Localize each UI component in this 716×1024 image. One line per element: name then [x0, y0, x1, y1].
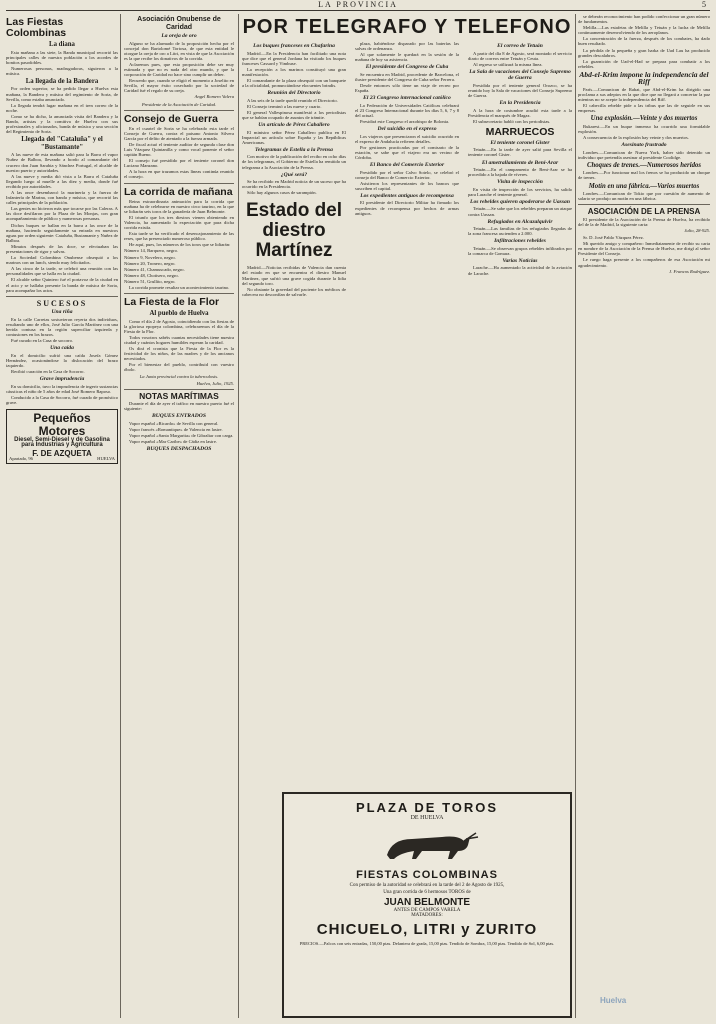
paragraph: Londres.—Comunican de Tokio que por cuestión de aumento de salario se produjo un motín en una fábrica. — [578, 191, 710, 202]
ad-company: F. DE AZQUETA — [32, 449, 92, 459]
headline-motin: Motín en una fábrica.—Varios muertos — [588, 182, 700, 190]
paragraph: Presidido por el señor Calvo Sotelo, se celebró el consejo del Banco de Comercio Exterior. — [355, 169, 459, 180]
ad-line3: ANTES DE CAMPOS VARELA — [393, 908, 461, 913]
paragraph: A consecuencia de la explosión hay veinte y dos muertos. — [583, 135, 689, 141]
subhead: El teniente coronel Gister — [490, 139, 550, 146]
subhead: Visita de inspección — [497, 179, 543, 186]
paragraph: Vapor español «Mar Caribe» de Cádiz en lastre. — [129, 439, 218, 445]
paragraph: La guarnición de Uad-el-Had se prepara para combatir a los rebeldes. — [578, 58, 710, 69]
subhead: El 23 Congreso internacional católico — [363, 95, 451, 102]
paragraph: Por orden superior, se ha pedido llegar a Huelva esta mañana, la Bandera y música del regimiento de Soria, de Sevilla, como estaba anunciado. — [6, 86, 118, 102]
subhead: El ametrallamiento de Beni-Arar — [481, 159, 559, 166]
paragraph: El presidente del Directorio Militar ha firmado los expedientes de recompensa por hechos de armas antiguos. — [355, 200, 459, 216]
subhead: Varias Noticias — [502, 257, 538, 264]
paragraph: Recibió curación en la Casa de Socorro. — [11, 369, 85, 374]
paragraph: Bukarest.—En un buque inmenso ha ocurrido una formidable explosión. — [578, 123, 710, 134]
paragraph: Tetuán.—En el campamento de Beni-Arar se ha procedido a la bajada de víveres. — [468, 167, 572, 178]
paragraph: Presidida por el teniente general Orozco, se ha reunido hoy la Sala de vacaciones del Consejo Supremo de Guerra. — [468, 82, 572, 98]
bullfight-advertisement — [282, 792, 572, 1018]
paragraph: El comandante de la plaza obsequió con un banquete a la oficialidad, pronunciándose elocuentes brindis. — [242, 77, 346, 89]
subhead: Los expedientes antiguos de recompensa — [360, 192, 454, 199]
headline-trenes: Choques de trenes.—Numerosos heridos — [586, 161, 702, 169]
paragraph: Mi querido amigo y compañero: Inmediatamente de recibir su carta en nombre de la Asociación de la Prensa de Huelva, me dirigí al señor Presidente del Consejo. — [578, 241, 710, 257]
subhead: Del suicidio en el expreso — [377, 126, 437, 133]
subhead: Refugiados en Alcazalquivir — [487, 218, 553, 225]
paragraph: No obstante la gravedad del paciente los médicos de cabecera no desconfían de salvarle. — [242, 286, 346, 297]
paragraph: El alcalde señor Quintero fué el portavoz de la ciudad en el acto y se hallaba presente la banda de música de Soria, para acompañar los actos. — [6, 277, 118, 293]
paragraph: Londres.—Por funcionar mal los frenos se ha producido un choque de trenes. — [578, 170, 710, 181]
subhead-sucesos: SUCESOS — [36, 298, 88, 308]
paragraph: La Sociedad Colombina Onubense obsequió a los marinos con un lunch, siendo muy felicitados. — [6, 255, 118, 266]
paragraph: Dichos buques se hallan en la barra a las once de la mañana, haciendo seguidamente su entrada en nuestros aguas por orden siguiente: Cataluña, Bustamante y Nuñez de Balboa. — [6, 222, 118, 243]
column-2 — [124, 14, 234, 1020]
paragraph: Vapor francés «Romantique» de Valencia en lastre. — [129, 426, 223, 432]
telegraph-columns — [242, 41, 572, 761]
ad-precios: PRECIOS.—Palcos con seis entradas, 150,00 ptas. Delantera de grada, 15,00 ptas. Tendido de Sombra, 15,00 ptas. Tendido de Sol, 6,00 ptas. — [299, 941, 555, 946]
paragraph: Se ha recibido en Madrid noticia de un suceso que ha ocurrido en la Presidencia. — [242, 179, 346, 190]
headline-estado: Estado del diestro Martínez — [245, 200, 343, 262]
paragraph: Por el bienestar del pueblo, contribuid con vuestro óbolo. — [124, 362, 234, 373]
signature: J. Francos Rodríguez. — [669, 268, 710, 274]
paragraph: Con motivo de la publicación del recibo en ocho días de los telegramas, el Gobierno de Estella ha remitido un telegrama a la Asociación de la Prensa. — [242, 154, 346, 170]
headline-explosion: Una explosión.—Veinte y dos muertos — [590, 115, 698, 123]
paragraph: Como se ha dicho, la anunciada visita del Bandera y la Banda, artistas y la comitiva de Huelva con sus profesionales y aficionados, banda de música y una sección del Regimiento de Soria. — [6, 113, 118, 135]
paragraph: Por gestiones practicadas por el comisario de la estación, se sabe que el viajero era un vecino de Córdoba. — [355, 144, 459, 160]
paragraph: La pérdida de la pequeña y gran harka de Uad Lau ha producido grandes descalabros. — [578, 47, 710, 58]
bull-icon — [372, 825, 482, 865]
paragraph: París.—Comunican de Rabat, que Abd-el-Krim ha dirigido una proclama a sus adeptos en la que dice que no llegará a concertar la paz mientras no se acepte la independencia del Riff. — [578, 86, 710, 103]
paragraph: Alguno se ha alarmado de la proposición hecha por el concejal don Bartolomé Tortosa, de que esta entidad le otorgue la oreja de oro a Litri, en vista de que la Asociación es la que recibe los donativos de la corrida. — [124, 40, 234, 61]
paragraph: El presidente de la Asociación de la Prensa de Huelva, ha recibido del de la de Madrid, la siguiente carta: — [578, 216, 710, 227]
signature-title: Presidente de la Asociación de Caridad. — [141, 101, 217, 107]
subhead-imprudencia: Grave imprudencia — [39, 376, 85, 383]
dateline: Huelva, Julio, 1925. — [196, 380, 234, 386]
signature: Angel Romero Valera — [194, 94, 234, 100]
sub-column-1 — [242, 41, 346, 761]
subhead: El presidente del Congreso de Cuba — [365, 64, 449, 71]
sub-column-2 — [355, 41, 459, 761]
sub-column-3 — [468, 41, 572, 761]
paragraph: Sr. D. José Pablo Vázquez Pérez. — [583, 235, 644, 241]
headline-consejo: Consejo de Guerra — [124, 112, 218, 125]
subhead: La Sala de vacaciones del Consejo Supremo de Guerra — [469, 68, 571, 82]
headline-telegrafo: POR TELEGRAFO Y TELEFONO — [242, 16, 572, 38]
masthead-title: LA PROVINCIA — [318, 0, 398, 9]
paragraph: En la calle Carretas sostuvieron reyerta dos individuos, resultando uno de ellos, José Julio García Martínez con una herida contusa en la región superciliar izquierda y contusiones en los brazos. — [6, 316, 118, 338]
paragraph: Esta tarde se ha verificado el desencajonamiento de las reses, que ha presenciado numeroso público. — [124, 231, 234, 242]
paragraph: Vapor español «Santa Margarita» de Gibraltar con carga. — [129, 433, 234, 439]
paragraph: A partir del día 8 de Agosto, será montado el servicio diario de correos entre Tetuán y Ceuta. — [468, 50, 572, 61]
paragraph: A las seis de la tarde quedó reunido el Directorio. — [247, 97, 338, 103]
subhead-pueblo: Al pueblo de Huelva — [149, 310, 209, 318]
paragraph: El consejo fué presidido por el teniente coronel don Luciano Manzano. — [124, 158, 234, 169]
subhead: Un artículo de Pérez Caballero — [258, 122, 330, 129]
subhead-bandera: La llegada de la Bandera — [25, 77, 99, 85]
paragraph: En su domicilio, tuvo la imprudencia de ingerir sustancias cáusticas el niño de 5 años de edad José Romero Raposo. — [6, 383, 118, 394]
ad-matadores: MATADORES: — [411, 913, 443, 918]
divider — [124, 293, 234, 294]
paragraph: A las nueve de esta mañana salió para la Barra el vapor Nuñez de Balboa, llevando a bordo al comandante del crucero don Juan Sarabia y Sánchez Portugal, el alcalde de nuestro puerto y autoridades. — [6, 152, 118, 173]
paragraph: La recepción a los marinos constituyó una gran manifestación. — [242, 66, 346, 77]
headline-abd-el-krim: Abd-el-Krim impone la independencia del Riff — [579, 69, 709, 87]
subhead-cataluna: Llegada del "Cataluña" y el "Bustamante" — [21, 136, 103, 151]
ad-fiestas: FIESTAS COLOMBINAS — [356, 869, 498, 881]
column-1 — [6, 14, 118, 1020]
paragraph: A la hora de costumbre acudió esta tarde a la Presidencia el marqués de Magaz. — [468, 107, 572, 118]
paragraph: Las gentes no hicieron más que tocarse por las Caleras. A las doce desfilaron por la Plaza de las Monjas, con gran acompañamiento de público y numerosas personas. — [6, 206, 118, 222]
list-item: Número 9, Novelero, negro. — [124, 254, 176, 260]
headline-notas: NOTAS MARÍTIMAS — [139, 390, 219, 401]
list-item: Número 51, Grullito, negro. — [124, 278, 176, 284]
paragraph: Conducido a la Casa de Socorro, fué curado de pronóstico grave. — [6, 394, 118, 405]
subhead: El correo de Tetuán — [497, 43, 543, 49]
paragraph: Tetuán.—Se observan grupos rebeldes infiltrados por la comarca de Gomara. — [468, 245, 572, 256]
bull-list — [124, 248, 234, 284]
list-item: Número 14, Barquero, negro. — [124, 248, 179, 254]
paragraph: La Federación de Universidades Católicas celebrará el 23 Congreso Internacional durante los días 5, 6, 7 y 8 del actual. — [355, 102, 459, 118]
ad-city: HUELVA — [97, 456, 115, 462]
ad-de-huelva: DE HUELVA — [410, 815, 444, 821]
subhead: Infiltraciones rebeldes — [494, 238, 546, 245]
paragraph: El ministro señor Pérez Caballero publica en El Imparcial un artículo sobre España y las Repúblicas Americanas. — [242, 129, 346, 145]
paragraph: Os dirá el cronista que la Fiesta de la Flor es la festividad de los niños, de las madres y de los ancianos necesitados. — [124, 346, 234, 362]
subhead-entrados: BUQUES ENTRADOS — [152, 413, 206, 420]
column-rule — [120, 14, 121, 1018]
paragraph: Reina extraordinaria animación para la corrida que mañana ha de celebrarse en nuestro circo taurino, en la que se lidiarán seis toros de la ganadería de Juan Belmonte. — [124, 198, 234, 214]
subhead-diana: La diana — [49, 41, 75, 48]
headline-marruecos: MARRUECOS — [485, 125, 555, 138]
headline-fiesta-flor: La Fiesta de la Flor — [124, 296, 220, 309]
paragraph: Larache.—Ha aumentado la actividad de la aviación de Larache. — [468, 265, 572, 276]
subhead-oreja: La oreja de oro — [161, 33, 197, 39]
motores-advertisement — [6, 409, 118, 464]
paragraph: Todos vosotros sabéis cuantas necesidades tiene nuestra ciudad y cuántos hogares humildes esperan la caridad. — [124, 334, 234, 345]
paragraph: La llegada tendrá lugar mañana en el tren correo de la noche. — [6, 102, 118, 113]
list-item: Número 41, Chamuscado, negro. — [124, 266, 185, 272]
column-rule — [238, 14, 239, 1018]
divider — [6, 296, 118, 297]
paragraph: Aclaremos pues, que esta proposición debe ser muy estimada y que no es nada del otro mundo, y que la corporación de Caridad no hace sino cumplir un deber. — [124, 61, 234, 78]
paragraph: Al regreso se utilizará la misma línea. — [473, 61, 543, 67]
subhead-despachados: BUQUES DESPACHADOS — [146, 446, 212, 453]
paragraph: Melilla.—Las estafetas de Melilla y Tetuán y la lucha de Melilla continuamente desenvolviendo de los aeroplanos. — [578, 25, 710, 36]
divider — [124, 110, 234, 111]
ad-apartado: Apartado, 96 — [9, 456, 33, 462]
headline-corrida: La corrida de mañana — [124, 185, 233, 198]
subhead: ¿Qué será? — [280, 171, 308, 178]
paragraph: Como el día 2 de Agosto, coincidiendo con las fiestas de la gloriosa epopeya colombina, celebraremos el día de la Fiesta de la Flor. — [124, 318, 234, 334]
paragraph: El subsecretario habló con los periodistas. — [473, 118, 551, 124]
paragraph: Tetuán.—Se sabe que los rebeldes preparan un ataque contra Uassan. — [468, 206, 572, 217]
top-rule — [6, 10, 710, 11]
headline-fiestas: Las Fiestas Colombinas — [6, 16, 67, 39]
paragraph: Tetuán.—Las familias de los refugiados llegadas de la zona francesa ascienden a 2.000. — [468, 226, 572, 237]
signature: La Junta provincial contra la tuberculosis. — [139, 373, 219, 379]
column-rule — [575, 14, 576, 1018]
paragraph: A las nueve y media dió vista a la Barra el Cataluña llegando luego al muelle a las diez y media, donde fué recibido por autoridades. — [6, 173, 118, 189]
paragraph: Sólo hay algunos casos de sarampión. — [247, 190, 317, 196]
subhead: Los rebeldes quieren apoderarse de Uassan — [470, 198, 570, 205]
paragraph: A las cinco de la tarde, se celebró una reunión con las personalidades que se halla en la ciudad. — [6, 266, 118, 277]
paragraph: Asistieron los representantes de los bancos que suscriben el capital. — [355, 180, 459, 191]
paragraph: se deberán reconocimiento han podido confeccionar un gran número de fundamentos. — [578, 14, 710, 25]
paragraph: plaza, habiéndose disparado por las baterías las salvas de ordenanza. — [355, 41, 459, 52]
paragraph: El triunfo que los tres diestros vienen obteniendo en Valencia, ha aumentado la expectación que para dicha corrida existía. — [124, 214, 234, 231]
masthead — [0, 0, 716, 10]
paragraph: El general Vallespinosa manifestó a los periodistas que se habían ocupado de asuntos de trámite. — [242, 109, 346, 120]
subhead-caida: Una caída — [50, 345, 74, 352]
paragraph: Vapor español «Ricardo» de Sevilla con general. — [129, 420, 219, 426]
paragraph: Al que solamente le quedará en la sesión de la mañana de hoy su asistencia. — [355, 52, 459, 63]
paragraph: El Consejo terminó a las nueve y cuarto. — [247, 103, 322, 109]
paragraph: En el domicilio sufrió una caída Josefa Gómez Hernández, ocasionándose la dislocación del brazo izquierdo. — [6, 352, 118, 368]
divider — [124, 389, 234, 390]
list-item: Número 48, Chotisero, negro. — [124, 272, 179, 278]
column-6 — [578, 14, 710, 1020]
paragraph: Madrid.—Noticias recibidas de Valencia dan cuenta del estado en que se encuentra el diestro Manuel Martínez, que sufrió una grave cogida durante la lidia del segundo toro. — [242, 265, 346, 286]
paragraph: Durante el día de ayer el tráfico en nuestro puerto fué el siguiente: — [124, 401, 234, 412]
paragraph: En el cuartel de Soria se ha celebrado esta tarde el Consejo de Guerra, contra el paisano Antonio Silvera García por el delito de atentado a la fuerza armada. — [124, 125, 234, 141]
ad-subtitle: Diesel, Semi-Diesel y de Gasolina para Industrias y Agricultura — [14, 436, 110, 449]
ad-line1: Con permiso de la autoridad se celebrará en la tarde del 2 de Agosto de 1925, — [349, 883, 505, 888]
paragraph: Esta mañana a las siete, la Banda municipal recorrió las principales calles de nuestra población a los acordes de bonitos pasodobles. — [6, 49, 118, 65]
paragraph: Presidirá este Congreso el arzobispo de Bolonia. — [360, 119, 450, 125]
paragraph: El cabecilla rebelde pide a las tribus que las de seguirle en sus empresas. — [578, 103, 710, 114]
paragraph: He aquí, pues, los números de los toros que se lidiarán: — [129, 242, 231, 248]
paragraph: Minutos después de las doce, se efectuaban las presentaciones de rigor y salvas. — [6, 243, 118, 254]
paragraph: A la hora en que trazamos estas líneas continúa reunido el consejo. — [124, 169, 234, 180]
headline-asociacion-prensa: ASOCIACIÓN DE LA PRENSA — [587, 207, 701, 217]
paragraph: Tetuán.—En la tarde de ayer salió para Sevilla el teniente coronel Gister. — [468, 147, 572, 158]
paragraph: La concentración de la fuerza, después de los combates, ha dado buen resultado. — [578, 36, 710, 47]
list-item: Número 20, Tronero, negro. — [124, 260, 176, 266]
subhead: Los buques franceses en Chafarina — [253, 43, 335, 49]
subhead: Reunión del Directorio — [267, 90, 321, 97]
paragraph: Los viajeros que presenciaron el suicidio ocurrido en el expreso de Andalucía refieren detalles. — [355, 133, 459, 144]
paragraph: Desde entonces sólo tiene un viaje de recreo por España. — [355, 83, 459, 94]
paragraph: Le ruego haga presente a los compañeros de esa Asociación mi agradecimiento. — [578, 257, 710, 268]
page-number: 5 — [702, 0, 708, 9]
ad-plaza: PLAZA DE TOROS — [355, 800, 499, 815]
paragraph: Recuerdo que, cuando se eligió el momento a Joselito en Sevilla, el mayor éxito cosechado por la sociedad de Caridad fué el regalo de su oreja. — [124, 78, 234, 94]
subhead: En la Presidencia — [499, 100, 541, 107]
paragraph: Fué curado en la Casa de socorro. — [11, 338, 74, 344]
paragraph: Numerosas personas, madrugadoras, siguieron a la música. — [6, 65, 118, 76]
paragraph: Madrid.—En la Presidencia han facilitado una nota que dice que el general Jordana ha visitado los buques franceses Cassard y Vimbuse. — [242, 50, 346, 66]
ad-belmonte: JUAN BELMONTE — [383, 897, 471, 908]
paragraph: Londres.—Comunican de Nueva York, haber sido detenido un individuo que pretendía asesinar al presidente Coolidge. — [578, 149, 710, 160]
subhead: Telegramas de Estella a la Prensa — [255, 146, 333, 153]
headline-asociacion: Asociación Onubense de Caridad — [137, 16, 221, 31]
library-watermark: Huelva — [600, 996, 627, 1005]
subhead-rina: Una riña — [51, 309, 73, 316]
divider — [578, 204, 710, 205]
ad-line2: Una gran corrida de 6 hermosos TOROS de — [383, 890, 471, 895]
subhead: Asesinato frustrado — [621, 142, 667, 149]
paragraph: Se encuentra en Madrid, procedente de Barcelona, el ilustre presidente del Congreso de Cuba señor Ferrera. — [355, 71, 459, 82]
divider — [124, 183, 234, 184]
ad-diestros: CHICUELO, LITRI y ZURITO — [316, 921, 538, 938]
paragraph: De fiscal actuó el teniente auditor de segunda clase don Luis Vázquez Quintanilla y como vocal ponente el señor capitán Bueno. — [124, 141, 234, 158]
paragraph: En visita de inspección de los servicios, ha salido para Larache el teniente general. — [468, 186, 572, 197]
subhead: El Banco del Comercio Exterior — [369, 162, 445, 169]
ad-title: Pequeños Motores — [33, 410, 91, 438]
paragraph: A las once desembarcó la marinería y la fuerza de Infantería de Marina, con banda y música, que recorrió las calles principales de la población. — [6, 189, 118, 206]
letter-date: Julio, 28-925. — [684, 227, 710, 233]
paragraph: La corrida promete resultar un acontecimiento taurino. — [129, 284, 230, 290]
